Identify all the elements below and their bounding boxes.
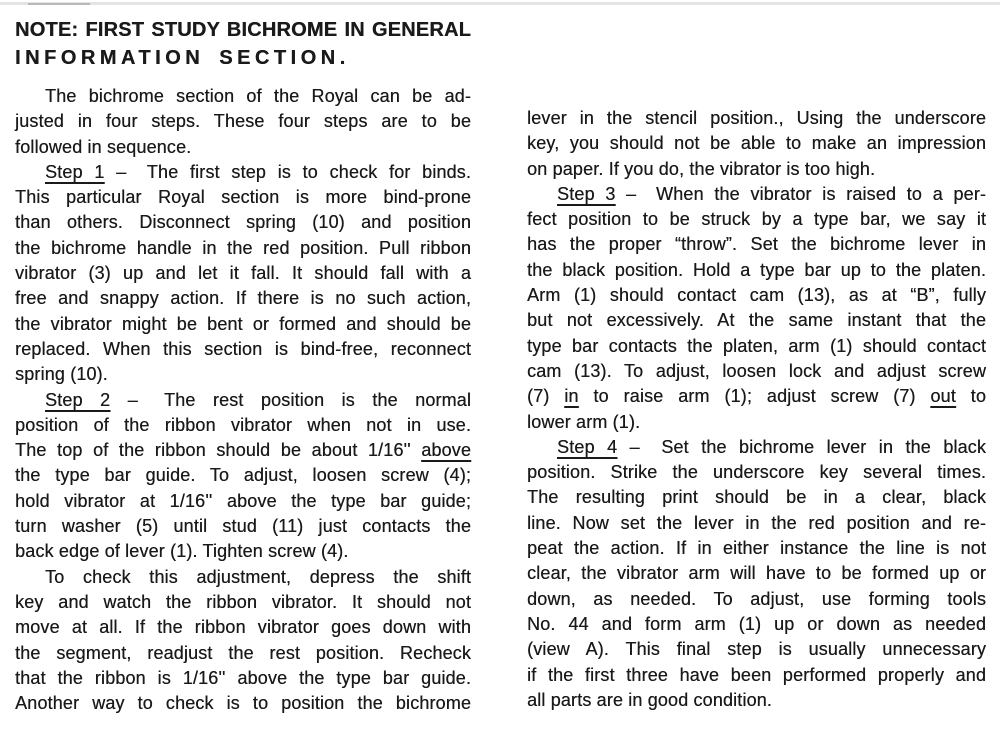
paragraph [15,388,471,565]
note-heading-line-2: INFORMATION SECTION. [15,47,350,69]
text-line: the type bar guide. To adjust, loosen screw (4); [15,465,471,486]
text-line: This particular Royal section is more bind-prone [15,187,471,208]
note-heading-line-1: NOTE: FIRST STUDY BICHROME IN GENERAL [15,19,471,41]
text-line: fect position to be struck by a type bar, we say it [527,209,986,230]
text-line: No. 44 and form arm (1) up or down as needed [527,613,986,634]
text-line: key, you should not be able to make an impression [527,133,986,154]
left-column [15,84,471,716]
text-line: Arm (1) should contact cam (13), as at “B”, fully [527,285,986,306]
underlined-word: Step 2 [45,389,111,410]
text-line: if the first three have been performed properly and [527,664,986,685]
text-line: all parts are in good condition. [527,689,772,710]
paragraph [527,435,986,713]
text-line: Step 3 – When the vibrator is raised to a per- [557,183,986,204]
text-line: Step 4 – Set the bichrome lever in the black [557,436,986,457]
text-line: To check this adjustment, depress the shift [45,566,471,587]
note-heading [15,16,471,72]
text-line: peat the action. If in either instance the line is not [527,538,986,559]
text-line: The resulting print should be in a clear, black [527,487,986,508]
text-line: key and watch the ribbon vibrator. It should not [15,591,471,612]
text-line: but not excessively. At the same instant that the [527,310,986,331]
text-line: hold vibrator at 1/16'' above the type bar guide; [15,490,471,511]
text-line: the vibrator might be bent or formed and should be [15,313,471,334]
underlined-word: out [930,386,956,407]
text-line: the bichrome handle in the red position. Pull ribbon [15,237,471,258]
text-line: the segment, readjust the rest position. Recheck [15,642,471,663]
right-column [527,106,986,713]
text-line: The bichrome section of the Royal can be ad- [45,86,471,106]
text-line: that the ribbon is 1/16'' above the type bar guide. [15,667,471,688]
underlined-word: Step 3 [557,183,616,204]
text-line: followed in sequence. [15,136,192,157]
text-line: justed in four steps. These four steps are to be [15,111,471,132]
text-line: has the proper “throw”. Set the bichrome lever in [527,234,986,255]
text-line: than others. Disconnect spring (10) and position [15,212,471,233]
paragraph [15,160,471,388]
text-line: move at all. If the ribbon vibrator goes down with [15,617,471,638]
underlined-word: in [564,386,579,407]
text-line: spring (10). [15,364,108,385]
text-line: (7) in to raise arm (1); adjust screw (7) out to [527,386,986,407]
text-line: position. Strike the underscore key several times. [527,462,986,483]
underlined-word: above [421,440,471,461]
text-line: clear, the vibrator arm will have to be formed up or [527,563,986,584]
text-line: on paper. If you do, the vibrator is too high. [527,158,876,179]
underlined-word: Step 1 [45,161,105,182]
text-line: vibrator (3) up and let it fall. It should fall with a [15,263,471,284]
paragraph [15,84,471,160]
text-line: lower arm (1). [527,411,641,432]
scan-artifact-line [0,2,1000,5]
paragraph [15,565,471,717]
paragraph [527,106,986,182]
text-line: back edge of lever (1). Tighten screw (4). [15,541,349,562]
text-line: replaced. When this section is bind-free, reconnect [15,338,471,359]
text-line: Step 1 – The first step is to check for binds. [45,161,471,182]
text-line: down, as needed. To adjust, use forming tools [527,588,986,609]
text-line: turn washer (5) until stud (11) just contacts the [15,516,471,537]
text-line: the black position. Hold a type bar up to the platen. [527,259,986,280]
text-line: The top of the ribbon should be about 1/16'' above [15,440,471,461]
paragraph [527,182,986,435]
text-line: Step 2 – The rest position is the normal [45,389,471,410]
text-line: lever in the stencil position., Using the underscore [527,108,986,128]
text-line: position of the ribbon vibrator when not in use. [15,414,471,435]
text-line: type bar contacts the platen, arm (1) should contact [527,335,986,356]
text-line: (view A). This final step is usually unnecessary [527,639,986,660]
text-line: Another way to check is to position the bichrome [15,693,471,714]
scan-artifact-mark [28,3,90,5]
text-line: free and snappy action. If there is no such action, [15,288,471,309]
underlined-word: Step 4 [557,436,618,457]
text-line: cam (13). To adjust, loosen lock and adjust screw [527,360,986,381]
text-line: line. Now set the lever in the red position and re- [527,512,986,533]
